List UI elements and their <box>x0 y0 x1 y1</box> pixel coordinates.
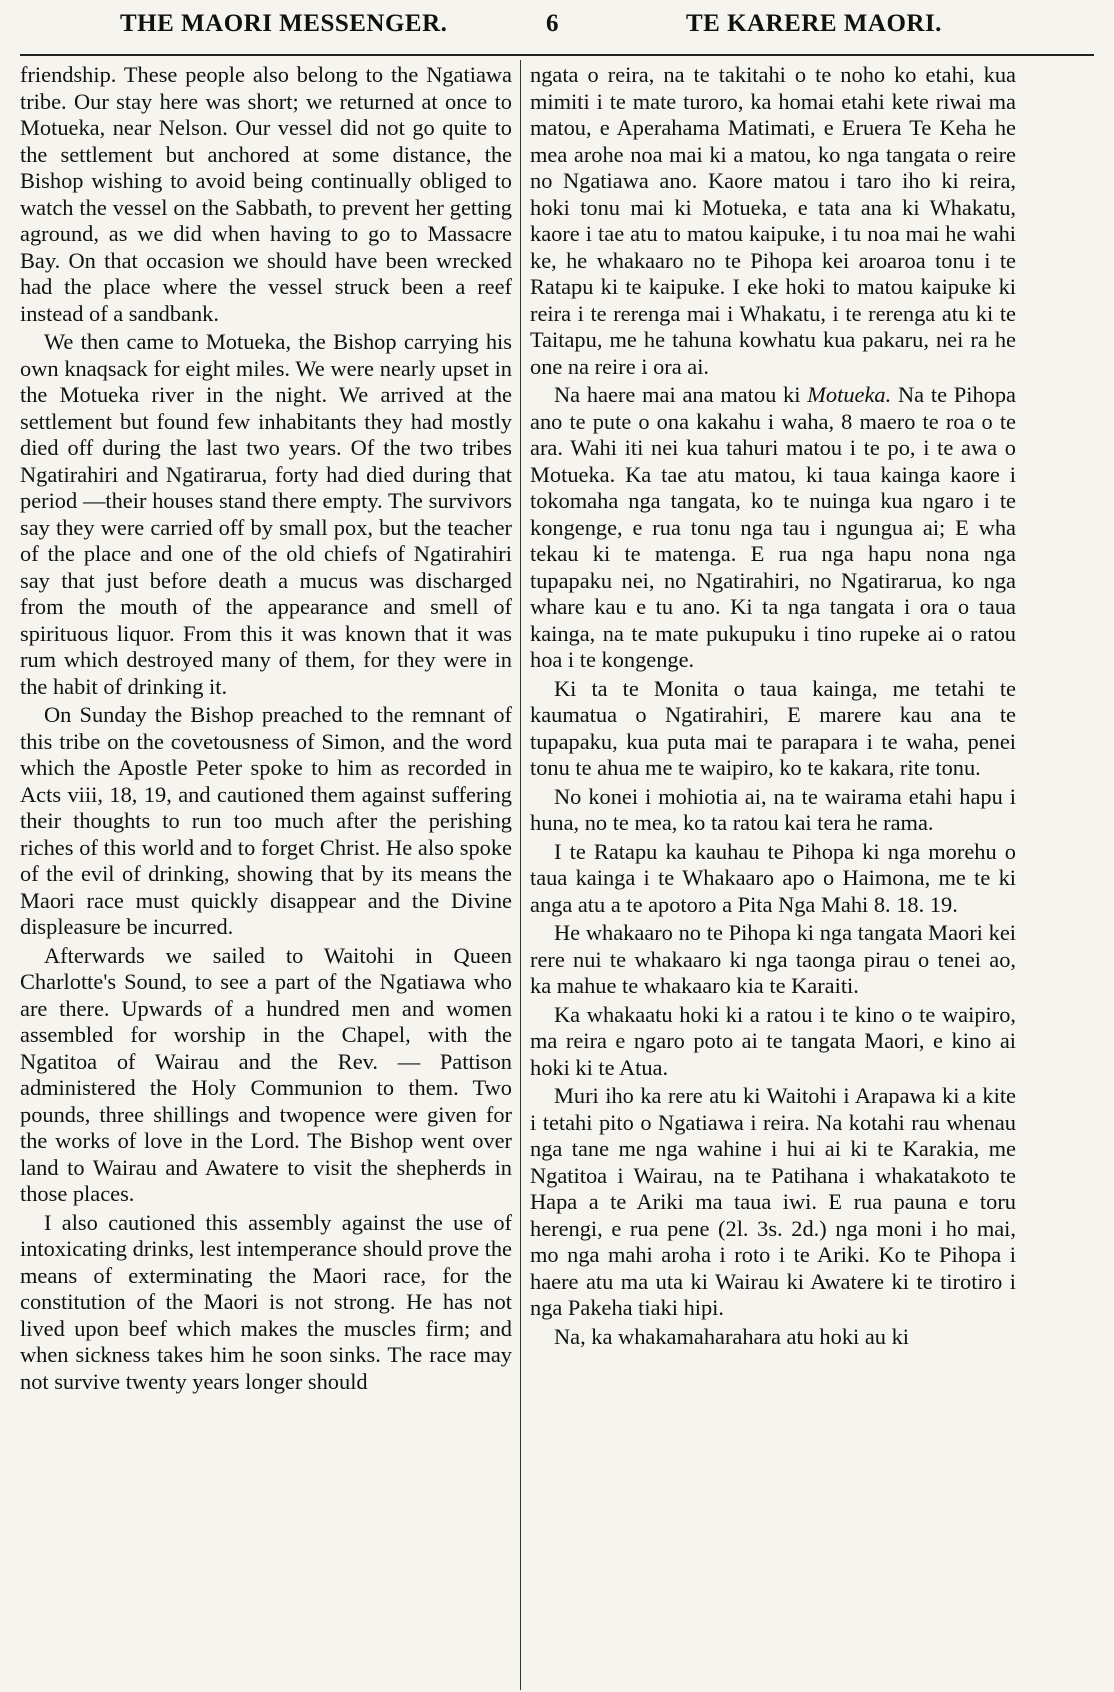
maori-paragraph-5: I te Ratapu ka kauhau te Pihopa ki nga morehu o taua kainga i te Whakaaro apo o Haimona, me te ki anga atu a te apotoro a Pita Nga Mahi 8. 18. 19. <box>530 838 1016 917</box>
maori-masthead: TE KARERE MAORI. <box>686 10 942 37</box>
header-rule <box>20 54 1094 56</box>
maori-paragraph-2-rest: Na te Pihopa ano te pute o ona kakahu i waha, 8 maero te roa o te ara. Wahi iti nei kua tahuri matou i te po, i te awa o Motueka. Ka tae atu matou, ki taua kainga kaore i tokomaha nga tangata, ko te nuinga kua ngaro i te kongenge, e rua tonu nga tau i ngungua ai; E wha tekau ki te matenga. E rua nga hapu nona nga tupapaku nei, no Ngatirahiri, no Ngatirarua, ko nga whare kau e tu ano. Ki ta nga tangata i ora o taua kainga, na te mate pukupuku i tino rupeke ai o ratou hoa i te kongenge. <box>530 382 1016 672</box>
english-paragraph-3: On Sunday the Bishop preached to the remnant of this tribe on the covetousness of Simon, and the word which the Apostle Peter spoke to him as recorded in Acts viii, 18, 19, and cautioned them against suffering their thoughts to run too much after the perishing riches of this world and to forget Christ. He also spoke of the evil of drinking, showing that by its means the Maori race must quickly disappear and the Divine displeasure be incurred. <box>20 702 512 939</box>
english-paragraph-4: Afterwards we sailed to Waitohi in Queen Charlotte's Sound, to see a part of the Ngatiawa who are there. Upwards of a hundred men and women assembled for worship in the Chapel, with the Ngatitoa of Wairau and the Rev. — Pattison administered the Holy Communion to them. Two pounds, three shillings and twopence were given for the works of love in the Lord. The Bishop went over land to Wairau and Awatere to visit the shepherds in those places. <box>20 942 512 1206</box>
maori-paragraph-2 <box>530 382 1016 674</box>
page-header <box>0 6 1114 50</box>
maori-paragraph-1: ngata o reira, na te takitahi o te noho ko etahi, kua mimiti i te mate turoro, ka homai etahi kete riwai ma matou, e Aperahama Matimati, e Eruera Te Keha he mea arohe noa mai ki a matou, ko nga tangata o reire no Ngatiawa ano. Kaore matou i taro iho ki reira, hoki tonu mai ki Motueka, e tata ana ki Whakatu, kaore i tae atu to matou kaipuke, i tu noa mai he wahi ke, he whakaaro no te Pihopa kei aroaroa tonu i te Ratapu ki te kaipuke. I eke hoki to matou kaipuke ki reira i te rerenga mai i Whakatu, i te rerenga atu ki te Taitapu, me he tahuna kowhatu kua pakaru, nei ra he one na reire i ora ai. <box>530 62 1016 379</box>
page-number: 6 <box>546 10 559 37</box>
maori-paragraph-3: Ki ta te Monita o taua kainga, me tetahi te kaumatua o Ngatirahiri, E marere kau ana te tupapaku, kua puta mai te parapara i te waha, penei tonu te ahua me te waipiro, ko te kakara, rite tonu. <box>530 675 1016 780</box>
maori-paragraph-7: Ka whakaatu hoki ki a ratou i te kino o te waipiro, ma reira e ngaro poto ai te tangata Maori, e kino ai hoki ki te Atua. <box>530 1001 1016 1080</box>
place-name-motueka: Motueka. <box>807 382 892 407</box>
maori-paragraph-2-start: Na haere mai ana matou ki <box>554 382 808 407</box>
maori-paragraph-4: No konei i mohiotia ai, na te wairama etahi hapu i huna, no te mea, ko ta ratou kai tera he rama. <box>530 783 1016 835</box>
maori-paragraph-6: He whakaaro no te Pihopa ki nga tangata Maori kei rere nui te whakaaro ki nga taonga pirau o tenei ao, ka mahue te whakaaro kia te Karaiti. <box>530 920 1016 998</box>
column-divider <box>520 60 521 1690</box>
english-paragraph-1: friendship. These people also belong to the Ngatiawa tribe. Our stay here was short; we returned at once to Motueka, near Nelson. Our vessel did not go quite to the settlement but anchored at some distance, the Bishop wishing to avoid being continually obliged to watch the vessel on the Sabbath, to prevent her getting aground, as we did when having to go to Massacre Bay. On that occasion we should have been wrecked had the place where the vessel struck been a reef instead of a sandbank. <box>20 62 512 326</box>
maori-paragraph-9: Na, ka whakamaharahara atu hoki au ki <box>554 1323 909 1349</box>
maori-paragraph-8: Muri iho ka rere atu ki Waitohi i Arapawa ki a kite i tetahi pito o Ngatiawa i reira. Na kotahi rau whenau nga tane me nga wahine i hui ai ki te Karakia, me Ngatitoa i Wairau, na te Patihana i whakatakoto te Hapa a te Ariki ma taua iwi. E rua pauna e toru herengi, e rua pene (2l. 3s. 2d.) nga moni i ho mai, mo nga mahi aroha i roto i te Ariki. Ko te Pihopa i haere atu ma uta ki Wairau ki Awatere ki te tirotiro i nga Pakeha tiaki hipi. <box>530 1083 1016 1320</box>
maori-column <box>530 62 1016 1690</box>
english-column <box>20 62 512 1690</box>
english-paragraph-5: I also cautioned this assembly against the use of intoxicating drinks, lest intemperance should prove the means of exterminating the Maori race, for the constitution of the Maori is not strong. He has not lived upon beef which makes the muscles firm; and when sickness takes him he soon sinks. The race may not survive twenty years longer should <box>20 1209 512 1394</box>
english-paragraph-2: We then came to Motueka, the Bishop carrying his own knaqsack for eight miles. We were nearly upset in the Motueka river in the night. We arrived at the settlement but found few inhabitants they had mostly died off during the last two years. Of the two tribes Ngatirahiri and Ngatirarua, forty had died during that period —their houses stand there empty. The survivors say they were carried off by small pox, but the teacher of the place and one of the old chiefs of Ngatirahiri say that just before death a mucus was discharged from the mouth of the appearance and smell of spirituous liquor. From this it was known that it was rum which destroyed many of them, for they were in the habit of drinking it. <box>20 329 512 699</box>
english-masthead: THE MAORI MESSENGER. <box>120 10 448 37</box>
